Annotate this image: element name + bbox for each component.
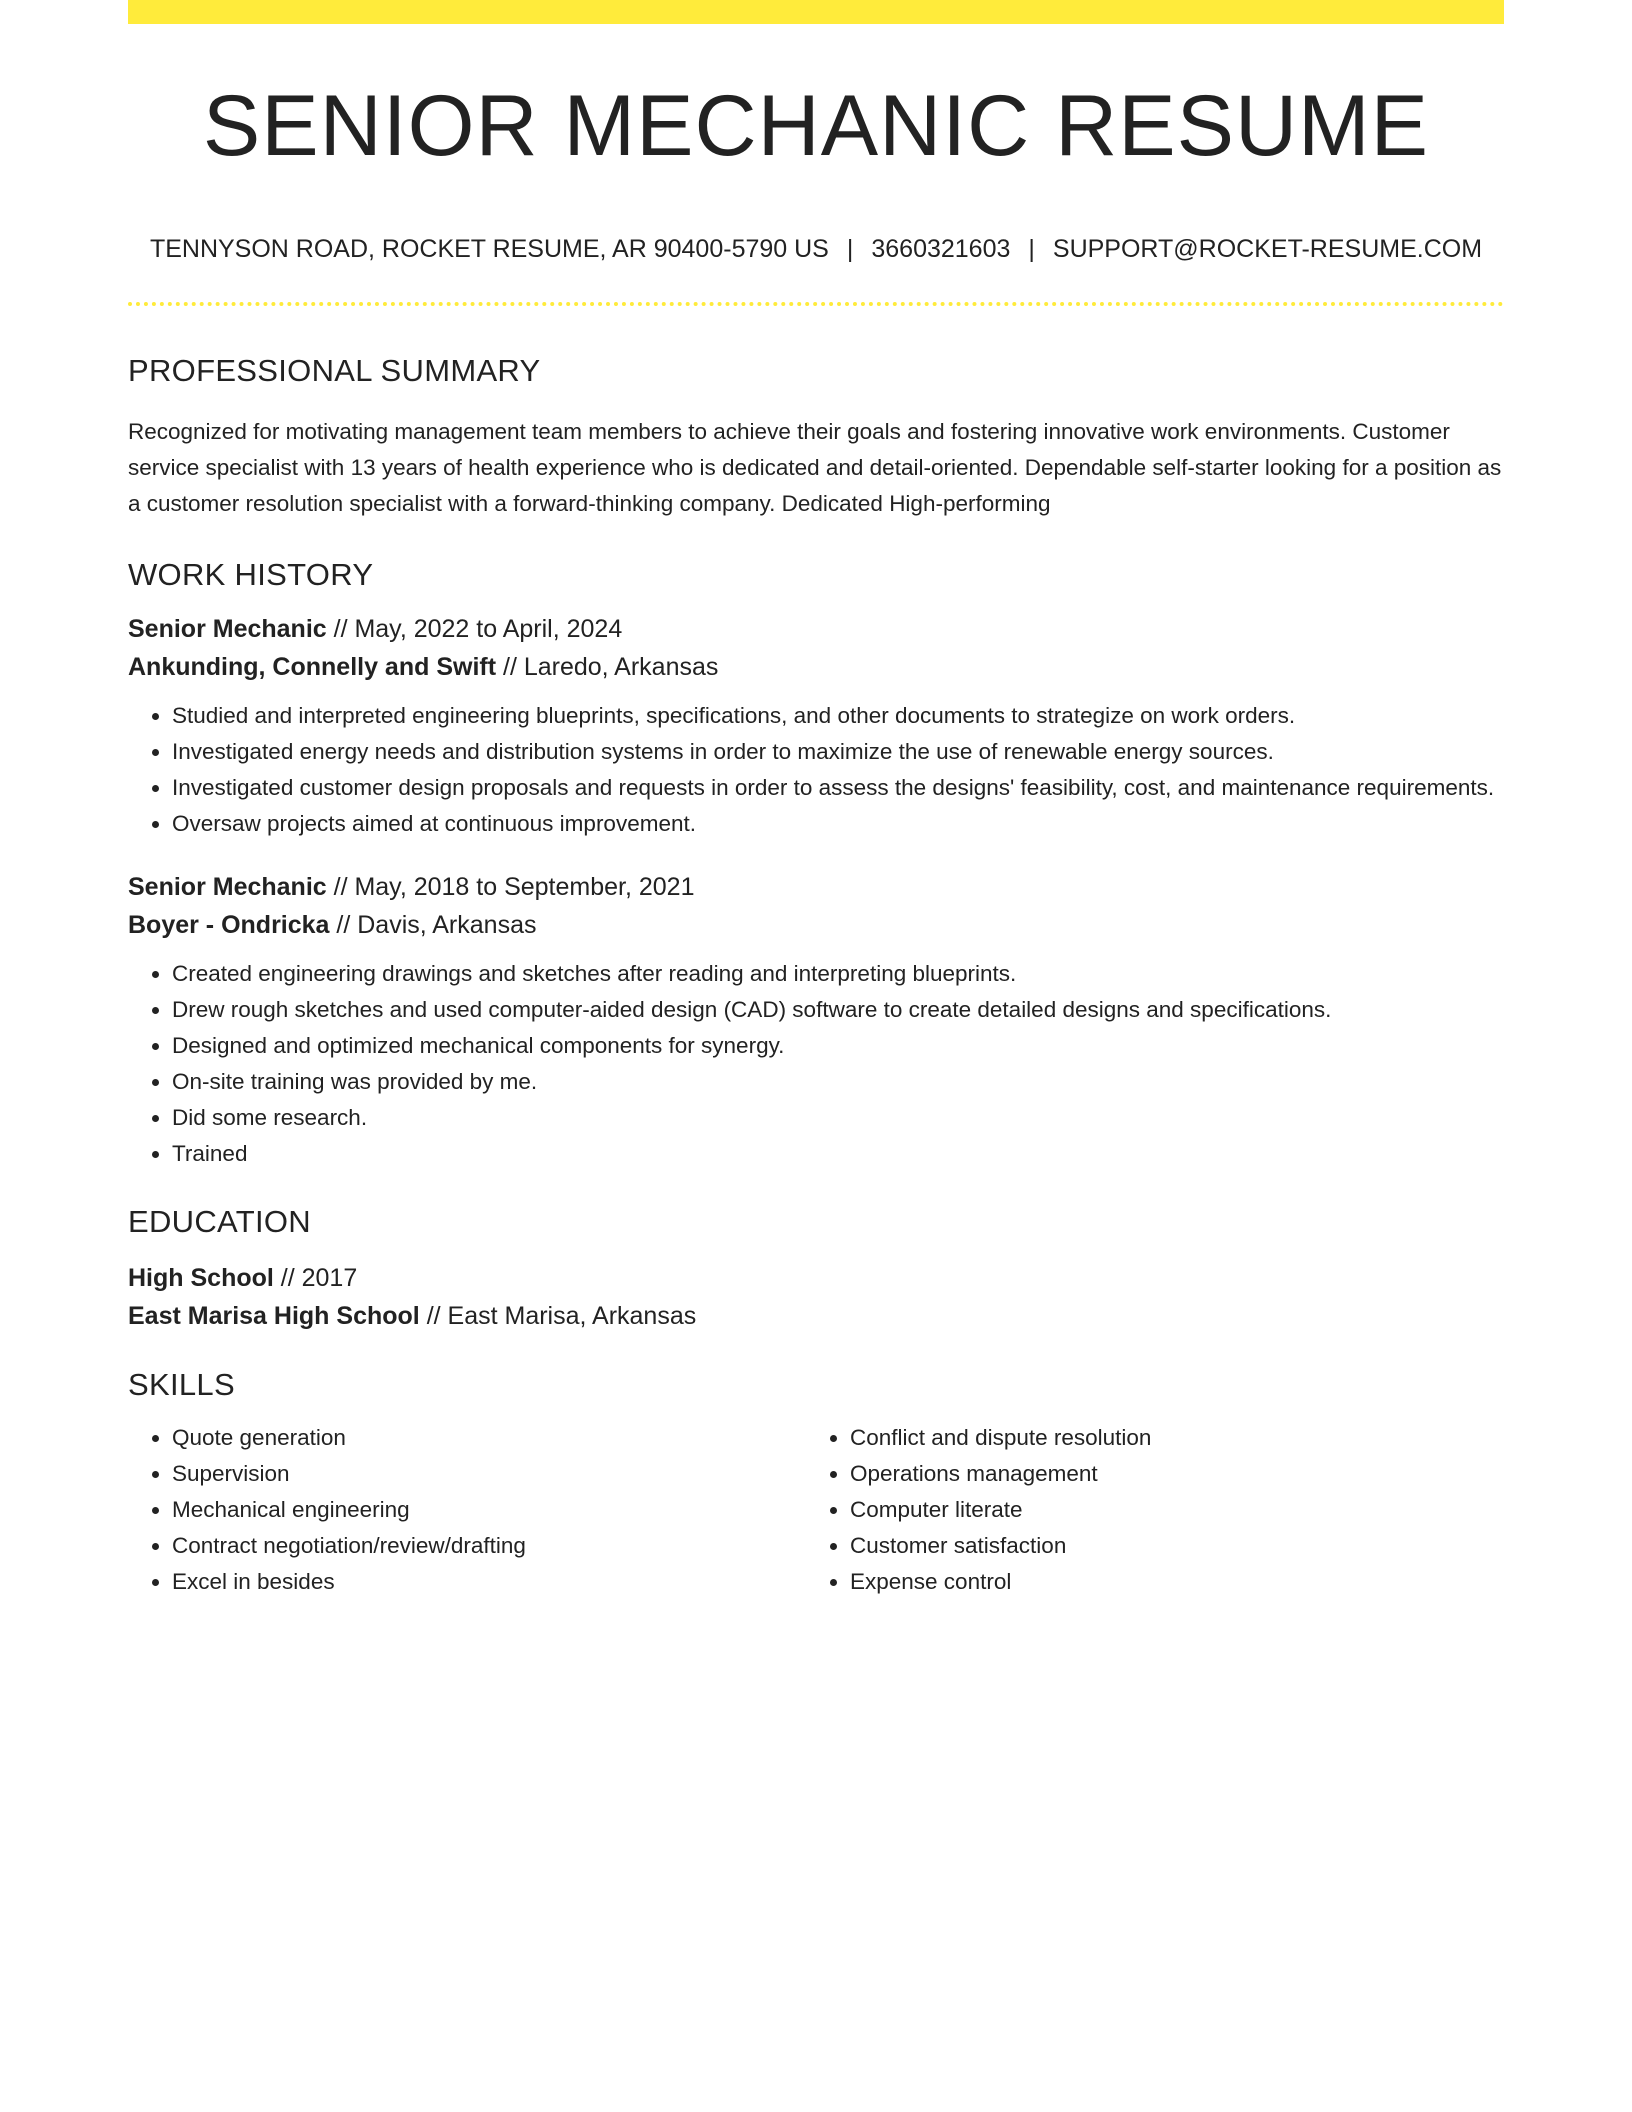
education-degree-line [128,1259,1504,1297]
list-item: • Did some research. [172,1100,1504,1136]
list-item: • Trained [172,1136,1504,1172]
education-location: // East Marisa, Arkansas [419,1302,697,1330]
job-company: Ankunding, Connelly and Swift [128,653,497,681]
education-heading: EDUCATION [128,1204,311,1239]
list-item: • Oversaw projects aimed at continuous improvement. [172,806,1504,842]
contact-email[interactable]: SUPPORT@ROCKET-RESUME.COM [1052,235,1483,263]
list-item: • Customer satisfaction [850,1528,1460,1564]
job-company: Boyer - Ondricka [128,911,330,939]
summary-heading: PROFESSIONAL SUMMARY [128,353,541,388]
job-bullets [128,698,1504,842]
education-degree: High School [128,1264,274,1292]
dotted-divider [128,302,1504,306]
list-item: • Studied and interpreted engineering blueprints, specifications, and other documents to strategize on work orders. [172,698,1504,734]
list-item: • Supervision [172,1456,806,1492]
list-item: • Expense control [850,1564,1460,1600]
job-bullets [128,956,1504,1172]
contact-address: TENNYSON ROAD, ROCKET RESUME, AR 90400-5790 US [149,235,829,263]
job-location: // Davis, Arkansas [329,911,537,939]
job-title-line [128,610,1504,648]
list-item: • Drew rough sketches and used computer-aided design (CAD) software to create detailed designs and specifications. [172,992,1504,1028]
job-entry [128,610,1504,842]
job-company-line [128,906,1504,944]
contact-phone[interactable]: 3660321603 [871,235,1011,263]
skills-list-right [806,1420,1460,1600]
contact-separator: | [846,235,854,263]
list-item: • Contract negotiation/review/drafting [172,1528,806,1564]
contact-line [128,237,1504,262]
work-history-heading: WORK HISTORY [128,557,374,592]
list-item: • Investigated customer design proposals and requests in order to assess the designs' feasibility, cost, and maintenance requirements. [172,770,1504,806]
list-item: • Excel in besides [172,1564,806,1600]
contact-separator: | [1028,235,1035,263]
accent-top-bar [128,0,1504,24]
list-item: • Computer literate [850,1492,1460,1528]
list-item: • Quote generation [172,1420,806,1456]
education-school-line [128,1297,1504,1335]
summary-text: Recognized for motivating management team members to achieve their goals and fostering innovative work environments. Customer service specialist with 13 years of health experience who is dedicated and detail-oriented. Dependable self-starter looking for a position as a customer resolution specialist with a forward-thinking company. Dedicated High-performing [128,419,1502,516]
job-company-line [128,648,1504,686]
resume-page [128,0,1504,1600]
list-item: • Designed and optimized mechanical components for synergy. [172,1028,1504,1064]
list-item: • Mechanical engineering [172,1492,806,1528]
job-title-line [128,868,1504,906]
list-item: • Operations management [850,1456,1460,1492]
job-location: // Laredo, Arkansas [496,653,719,681]
job-entry [128,868,1504,1172]
education-school: East Marisa High School [128,1302,420,1330]
list-item: • Conflict and dispute resolution [850,1420,1460,1456]
list-item: • On-site training was provided by me. [172,1064,1504,1100]
job-dates: // May, 2018 to September, 2021 [326,873,695,901]
resume-title: SENIOR MECHANIC RESUME [202,78,1430,174]
skills-list-left [128,1420,806,1600]
job-position: Senior Mechanic [128,615,327,643]
job-position: Senior Mechanic [128,873,327,901]
list-item: • Investigated energy needs and distribution systems in order to maximize the use of renewable energy sources. [172,734,1504,770]
list-item: • Created engineering drawings and sketches after reading and interpreting blueprints. [172,956,1504,992]
job-dates: // May, 2022 to April, 2024 [326,615,623,643]
skills-heading: SKILLS [128,1367,235,1402]
skills-columns [128,1420,1504,1600]
education-year: // 2017 [273,1264,358,1292]
